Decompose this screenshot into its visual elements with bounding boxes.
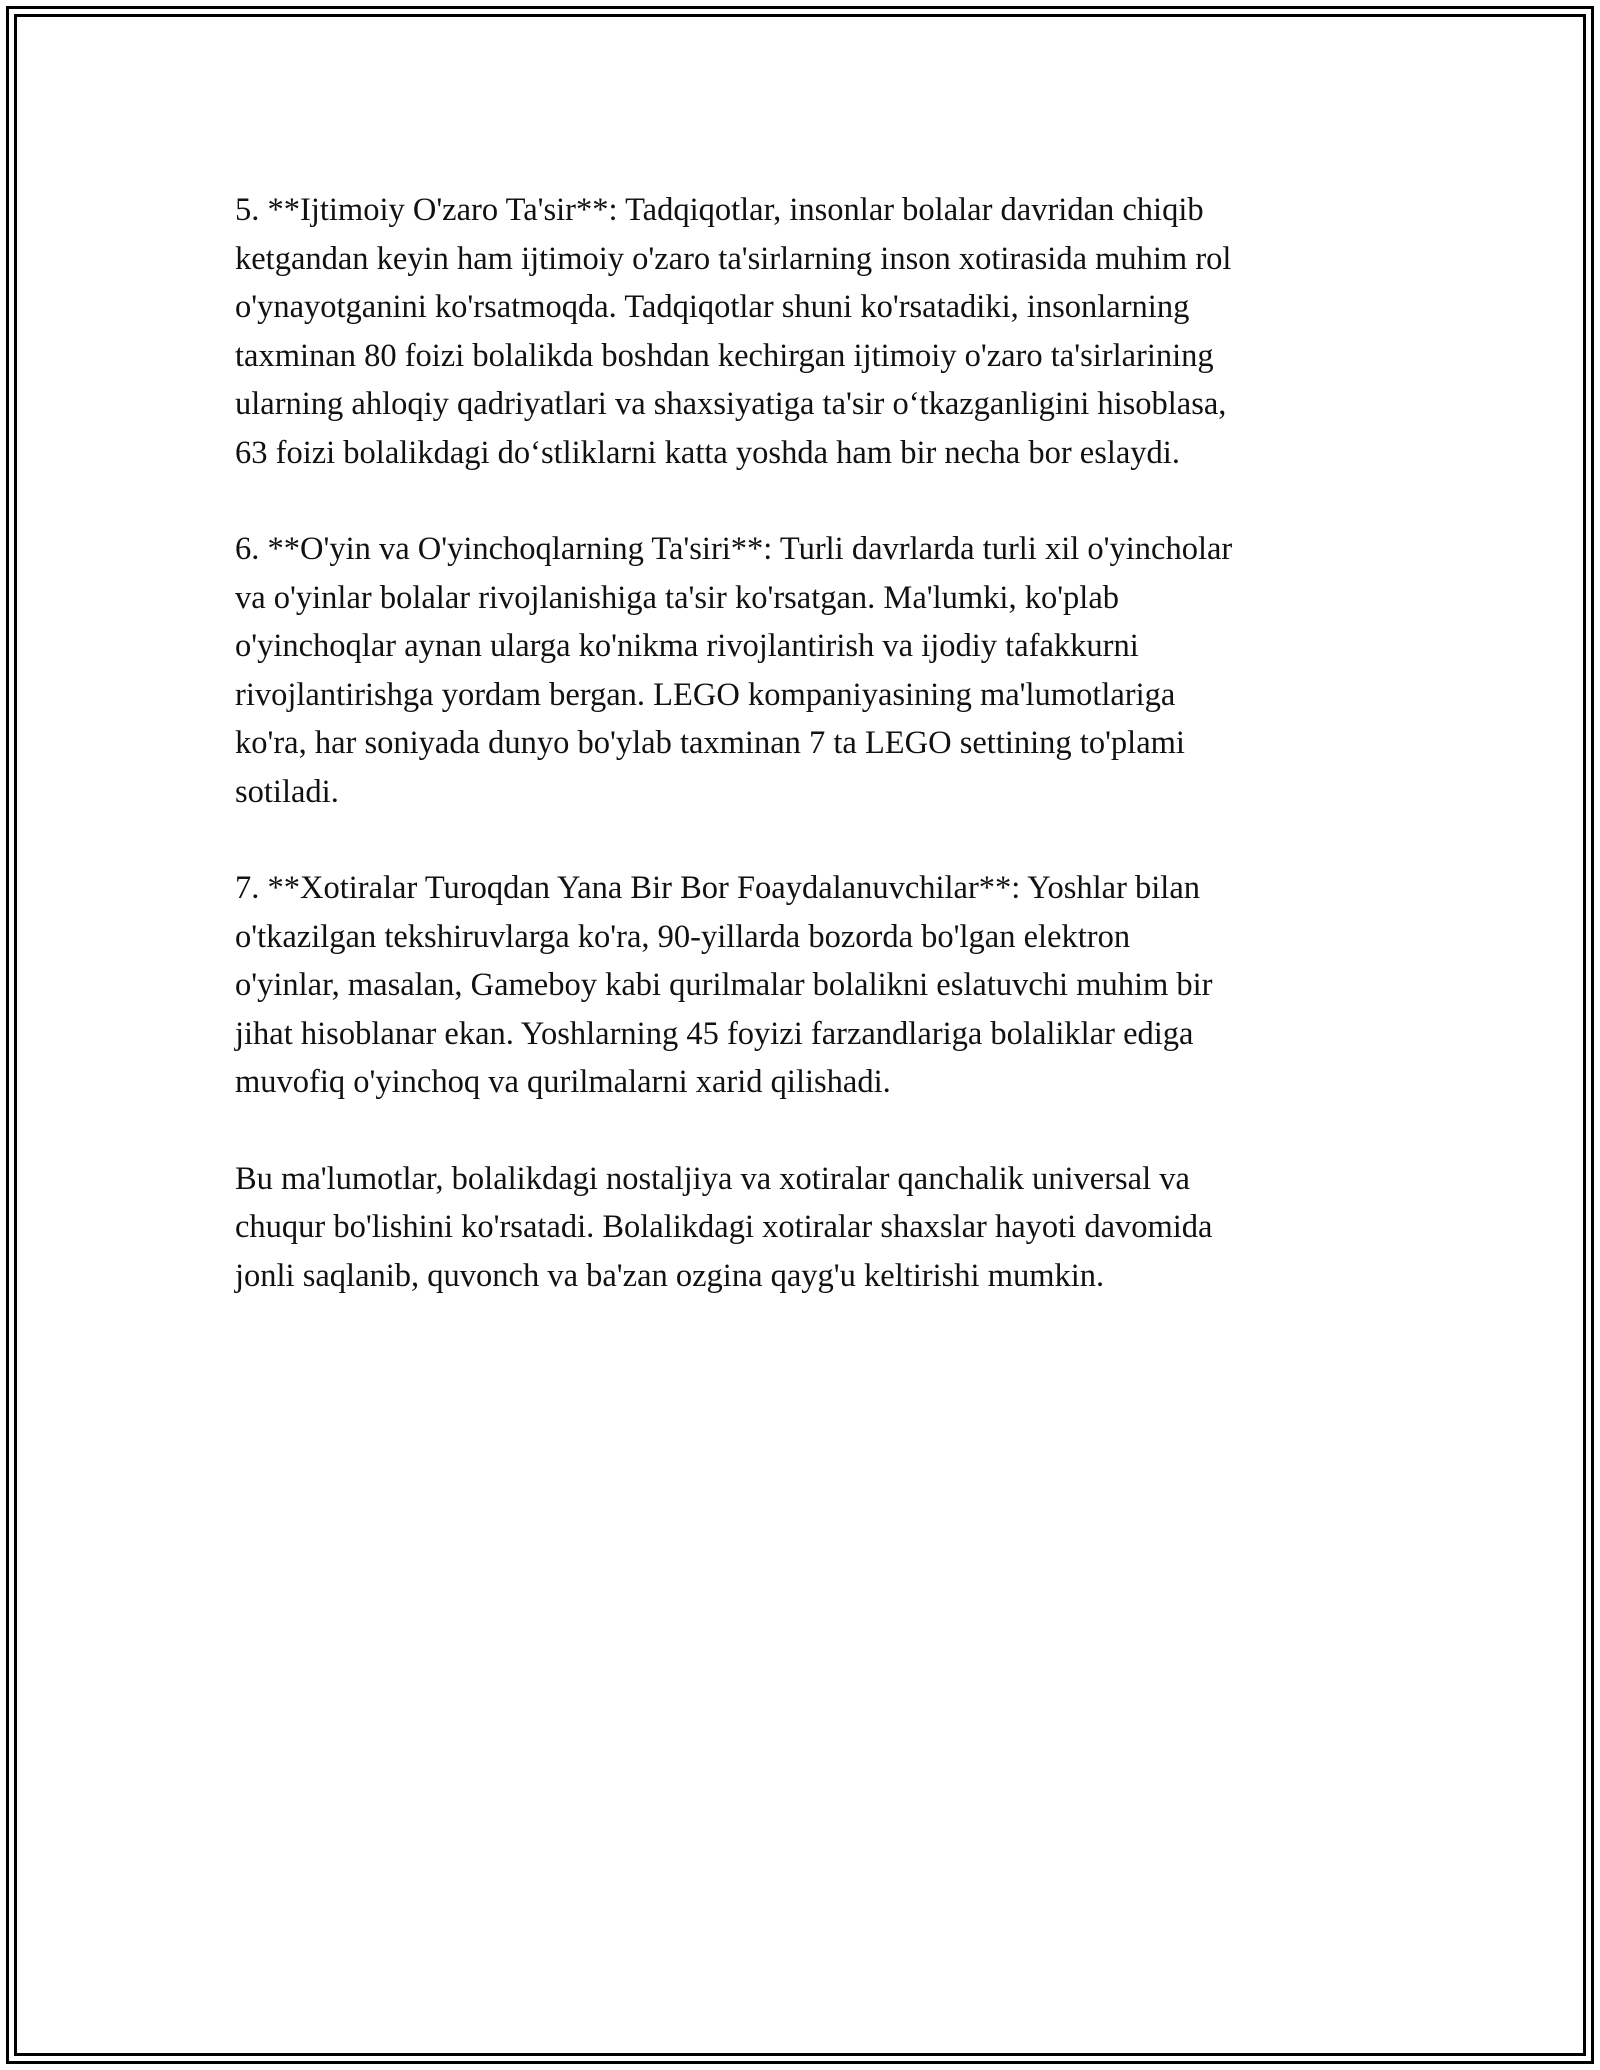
- paragraph-memory-reuse: 7. **Xotiralar Turoqdan Yana Bir Bor Foaydalanuvchilar**: Yoshlar bilan o'tkazilgan tekshiruvlarga ko'ra, 90-yillarda bozorda bo'lgan elektron o'yinlar, masalan, Gameboy kabi qurilmalar bolalikni eslatuvchi muhim bir jihat hisoblanar ekan. Yoshlarning 45 foyizi farzandlariga bolaliklar ediga muvofiq o'yinchoq va qurilmalarni xarid qilishadi.: [235, 870, 1213, 1100]
- paragraph-social-interaction: 5. **Ijtimoiy O'zaro Ta'sir**: Tadqiqotlar, insonlar bolalar davridan chiqib ketgandan keyin ham ijtimoiy o'zaro ta'sirlarning inson xotirasida muhim rol o'ynayotganini ko'rsatmoqda. Tadqiqotlar shuni ko'rsatadiki, insonlarning taxminan 80 foizi bolalikda boshdan kechirgan ijtimoiy o'zaro ta'sirlarining ularning ahloqiy qadriyatlari va shaxsiyatiga ta'sir o‘tkazganligini hisoblasa, 63 foizi bolalikdagi do‘stliklarni katta yoshda ham bir necha bor eslaydi.: [235, 192, 1232, 471]
- paragraph-conclusion: Bu ma'lumotlar, bolalikdagi nostaljiya va xotiralar qanchalik universal va chuqur bo'lishini ko'rsatadi. Bolalikdagi xotiralar shaxslar hayoti davomida jonli saqlanib, quvonch va ba'zan ozgina qayg'u keltirishi mumkin.: [235, 1160, 1213, 1294]
- paragraph-games-and-toys: 6. **O'yin va O'yinchoqlarning Ta'siri**: Turli davrlarda turli xil o'yincholar va o'yinlar bolalar rivojlanishiga ta'sir ko'rsatgan. Ma'lumki, ko'plab o'yinchoqlar aynan ularga ko'nikma rivojlantirish va ijodiy tafakkurni rivojlantirishga yordam bergan. LEGO kompaniyasining ma'lumotlariga ko'ra, har soniyada dunyo bo'ylab taxminan 7 ta LEGO settining to'plami sotiladi.: [235, 531, 1233, 810]
- document-body: [235, 186, 1375, 1348]
